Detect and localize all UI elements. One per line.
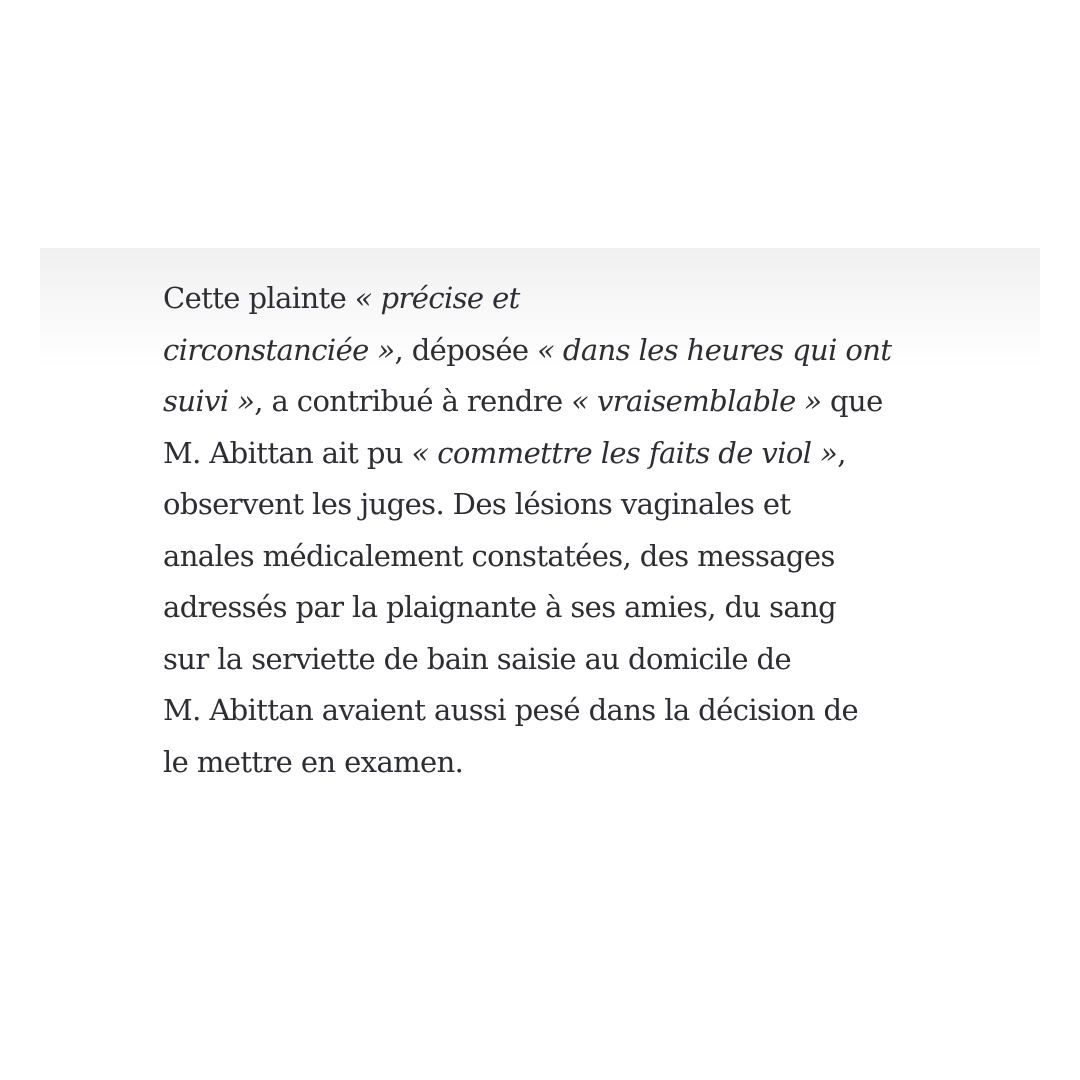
text-run: adressés par la plaignante à ses amies, du sang [163, 590, 837, 624]
paragraph-line-4 [163, 428, 953, 480]
text-run: le mettre en examen. [163, 744, 464, 779]
paragraph-line-7 [163, 582, 953, 634]
text-run: , a contribué à rendre [254, 384, 572, 418]
text-run: anales médicalement constatées, des messages [163, 538, 835, 573]
quote-run: circonstanciée » [163, 332, 395, 367]
paragraph-line-9 [163, 685, 953, 737]
text-run: , [837, 435, 846, 470]
paragraph-line-8 [163, 634, 953, 686]
paragraph-line-10 [163, 737, 953, 789]
text-run: que [821, 384, 883, 418]
paragraph-line-2 [163, 325, 953, 377]
paragraph-line-6 [163, 531, 953, 583]
quote-run: « dans les heures qui ont [537, 332, 892, 367]
text-run: observent les juges. Des lésions vaginales et [163, 487, 791, 521]
article-paragraph [163, 273, 953, 788]
text-run: , déposée [394, 332, 538, 367]
quote-run: suivi » [163, 384, 255, 418]
paragraph-line-5 [163, 479, 953, 531]
paragraph-line-3 [163, 376, 953, 428]
quote-run: « commettre les faits de viol » [411, 435, 838, 470]
text-run: M. Abittan avaient aussi pesé dans la décision de [163, 693, 859, 727]
text-run: sur la serviette de bain saisie au domicile de [163, 641, 792, 676]
quote-run: « vraisemblable » [571, 384, 822, 418]
text-run: Cette plainte [163, 281, 355, 315]
text-run: M. Abittan ait pu [163, 435, 412, 470]
quote-run: « précise et [354, 281, 520, 315]
paragraph-line-1 [163, 273, 953, 325]
